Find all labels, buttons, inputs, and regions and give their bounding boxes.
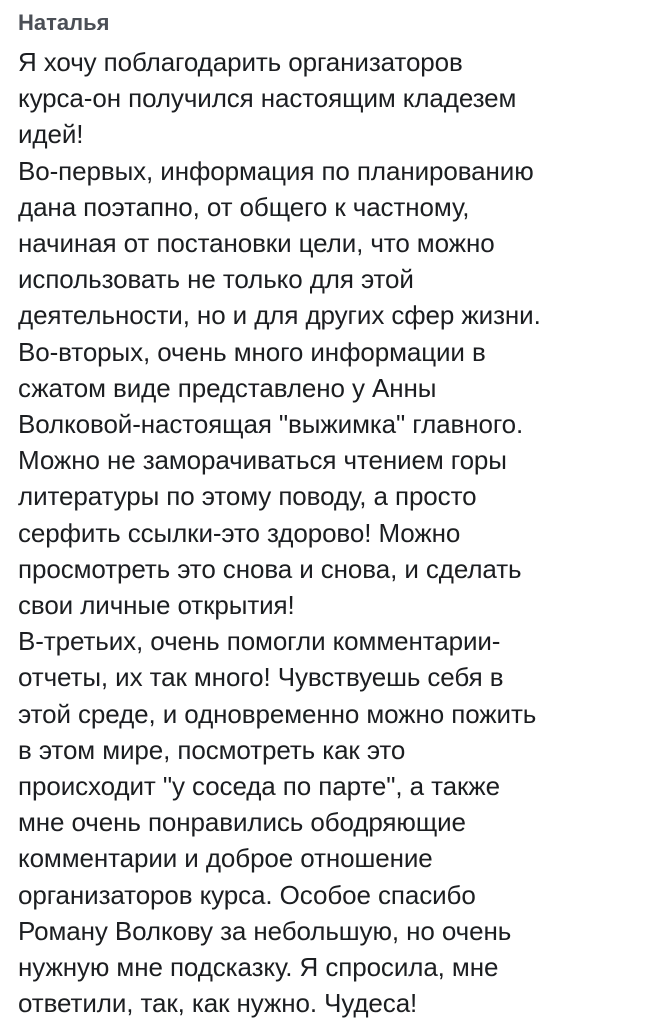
comment-line: использовать не только для этой xyxy=(18,264,414,295)
comment-line: ответили, так, как нужно. Чудеса! xyxy=(18,988,418,1019)
comment-line: свои личные открытия! xyxy=(18,590,295,621)
comment-body xyxy=(18,44,628,1021)
comment-line: Роману Волкову за небольшую, но очень xyxy=(18,915,512,946)
comment-line: нужную мне подсказку. Я спросила, мне xyxy=(18,952,499,983)
comment-author-name[interactable]: Наталья xyxy=(18,10,110,35)
comment-line: отчеты, их так много! Чувствуешь себя в xyxy=(18,662,504,693)
comment-line: Я хочу поблагодарить организаторов xyxy=(18,47,463,77)
comment-line: начиная от постановки цели, что можно xyxy=(18,228,495,259)
comment-line: идей! xyxy=(18,119,84,150)
comment-line: дана поэтапно, от общего к частному, xyxy=(18,191,470,222)
comment-line: Во-первых, информация по планированию xyxy=(18,155,534,186)
comment-line: деятельности, но и для других сфер жизни. xyxy=(18,300,541,331)
comment-line: мне очень понравились ободряющие xyxy=(18,807,466,838)
comment-line: просмотреть это снова и снова, и сделать xyxy=(18,553,522,584)
comment-line: комментарии и доброе отношение xyxy=(18,843,433,874)
comment-line: организаторов курса. Особое спасибо xyxy=(18,879,476,910)
comment-line: В-третьих, очень помогли комментарии- xyxy=(18,626,501,657)
comment-line: в этом мире, посмотреть как это xyxy=(18,734,406,765)
comment-line: литературы по этому поводу, а просто xyxy=(18,481,477,512)
comment-line: Волковой-настоящая "выжимка" главного. xyxy=(18,409,524,440)
comment-line: серфить ссылки-это здорово! Можно xyxy=(18,517,461,548)
comment-line: курса-он получился настоящим кладезем xyxy=(18,83,517,114)
comment-line: Можно не заморачиваться чтением горы xyxy=(18,445,507,476)
comment-line: сжатом виде представлено у Анны xyxy=(18,372,437,403)
comment-line: Во-вторых, очень много информации в xyxy=(18,336,486,367)
comment-line: происходит "у соседа по парте", а также xyxy=(18,771,500,802)
comment-line: этой среде, и одновременно можно пожить xyxy=(18,698,537,729)
comment-card xyxy=(18,8,628,1021)
